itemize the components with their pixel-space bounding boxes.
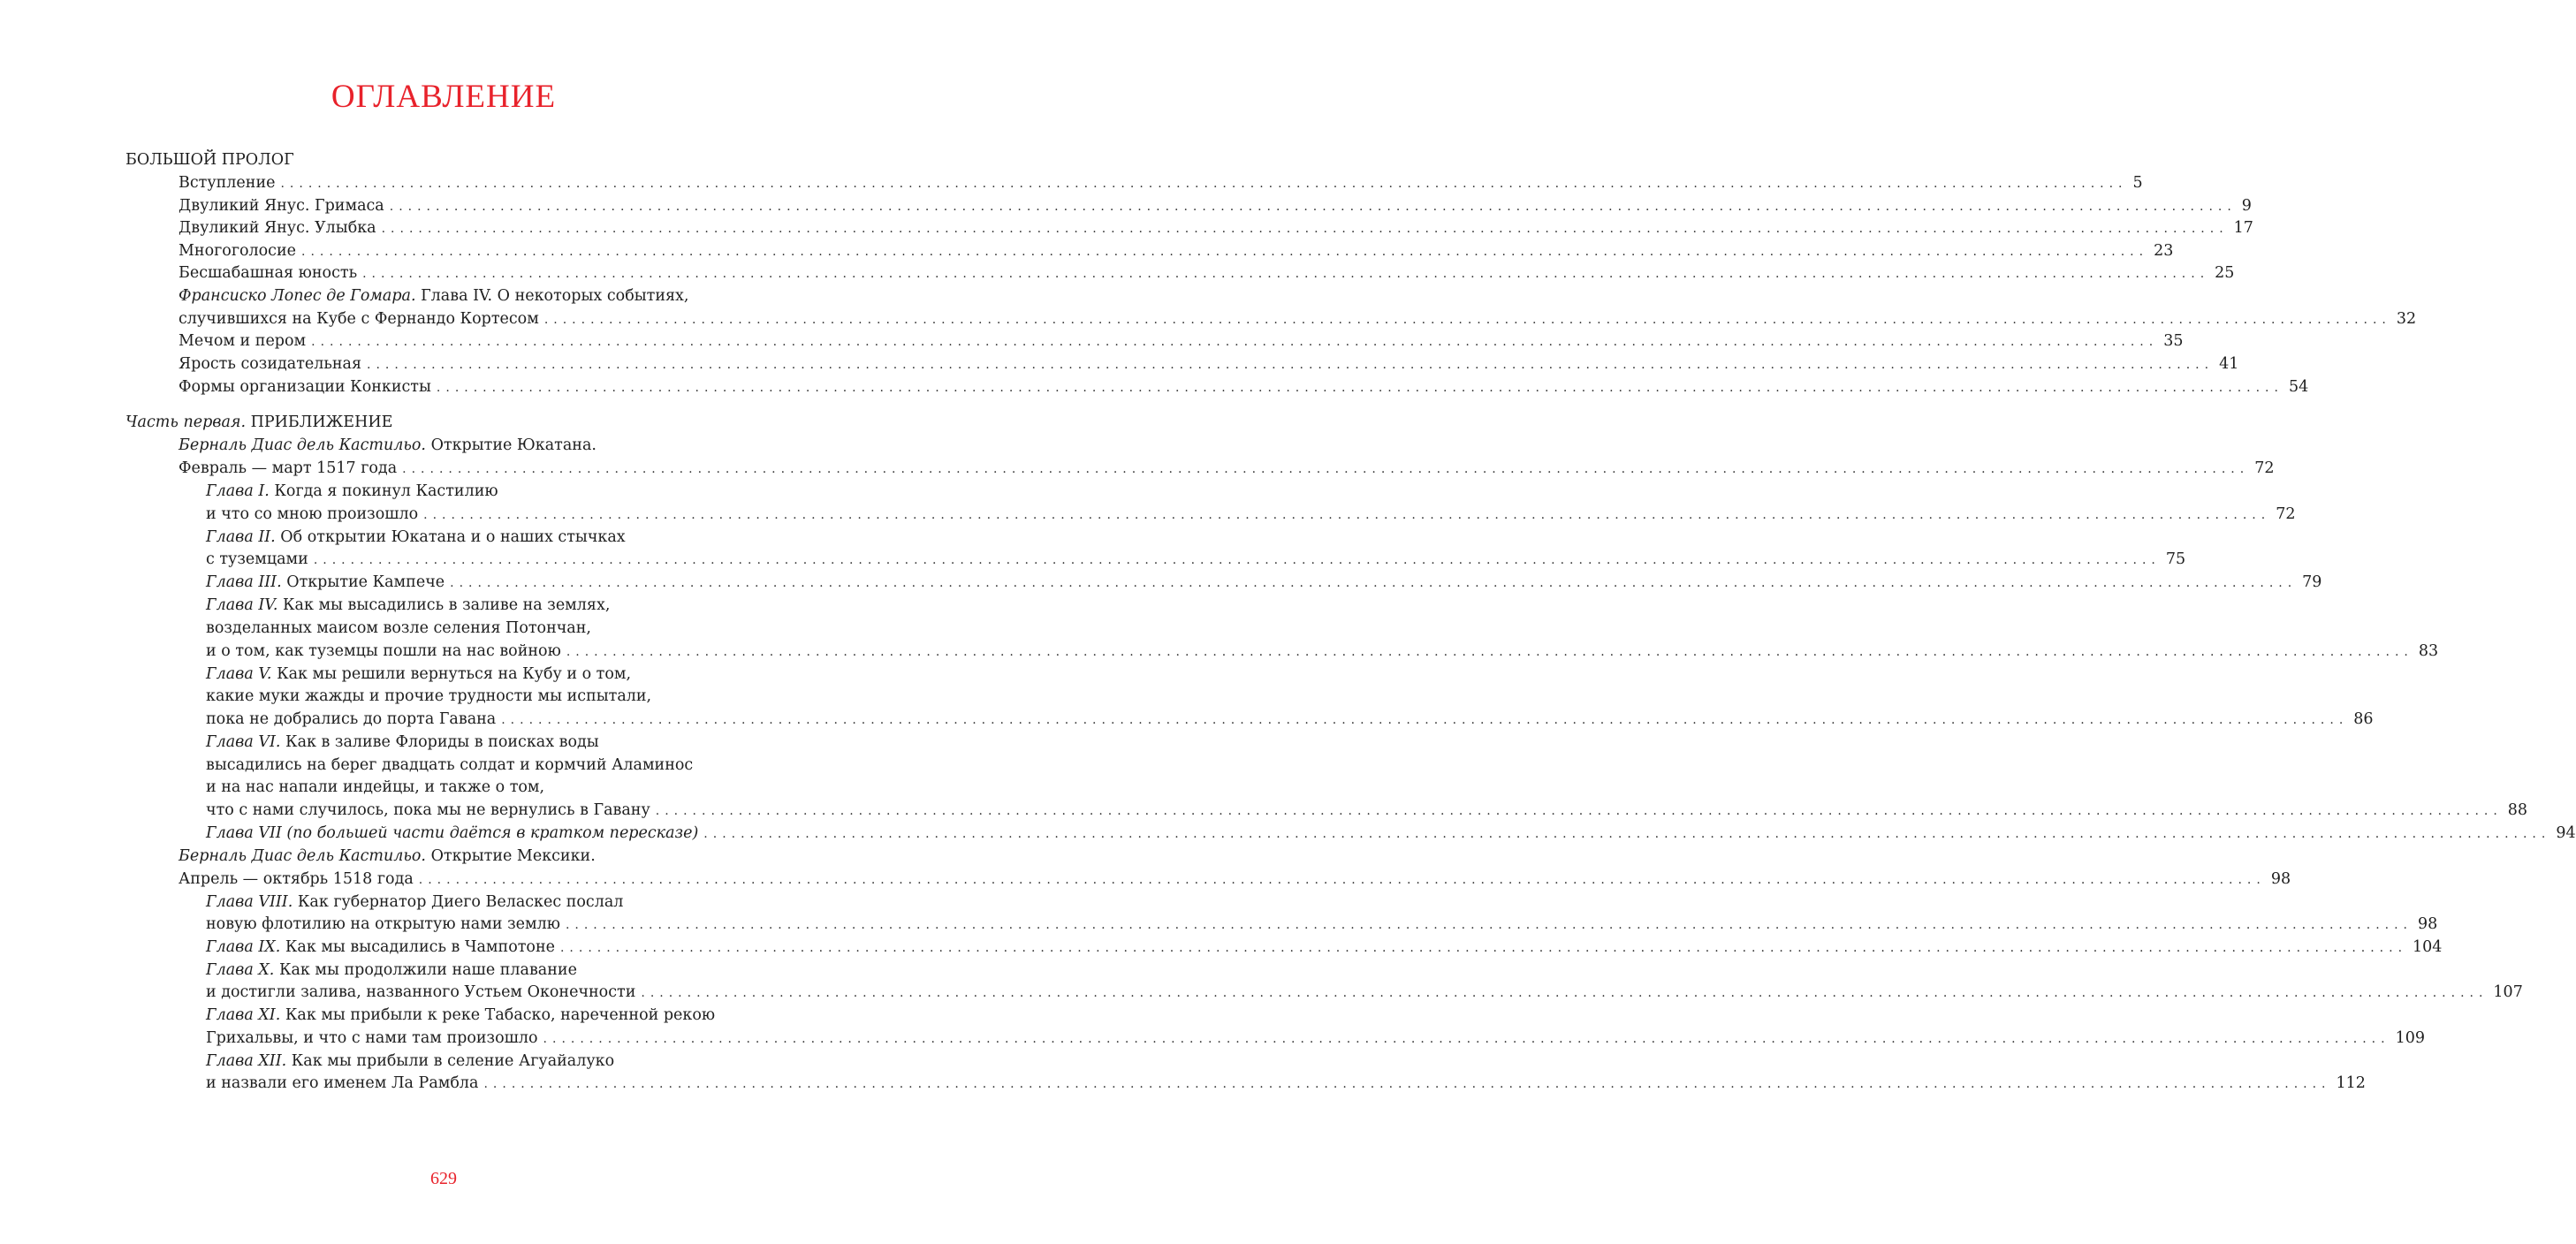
chapter-line[interactable]: [206, 1005, 715, 1027]
chapter-label: Глава XI.: [206, 1006, 281, 1024]
group-heading: [179, 846, 596, 868]
entry-title: [206, 572, 445, 594]
entry-page: 98: [2418, 915, 2438, 933]
entry-title: Формы организации Конкисты: [179, 378, 431, 396]
toc-entry[interactable]: [179, 217, 2253, 239]
entry-title: что с нами случилось, пока мы не вернулись в Гавану: [206, 801, 650, 819]
entry-page: 32: [2396, 310, 2417, 328]
group-title: Открытие Мексики.: [426, 847, 596, 865]
chapter-title: Как губернатор Диего Веласкес послал: [293, 893, 624, 911]
entry-title: и назвали его именем Ла Рамбла: [206, 1074, 479, 1092]
entry-title: Вступление: [179, 174, 276, 192]
entry-page: 5: [2132, 174, 2143, 192]
dot-leader: ........................................................................................................................................................................................................: [418, 873, 2266, 887]
entry-title: Многоголосие: [179, 242, 297, 260]
entry-title: и достигли залива, названного Устьем Оконечности: [206, 983, 636, 1001]
entry-page: 23: [2154, 242, 2174, 260]
toc-entry[interactable]: [206, 800, 2528, 822]
toc-entry[interactable]: [179, 353, 2239, 375]
entry-title: [206, 937, 555, 959]
chapter-label: Глава VII (по большей части даётся в кратком пересказе): [206, 824, 699, 842]
toc-entry[interactable]: [206, 823, 2576, 845]
entry-title: и что со мною произошло: [206, 505, 419, 523]
entry-page: 83: [2418, 642, 2439, 660]
entry-title: Ярость созидательная: [179, 355, 362, 373]
entry-page: 72: [2254, 459, 2275, 477]
chapter-label: Глава VI.: [206, 733, 281, 751]
chapter-label: Глава XII.: [206, 1052, 287, 1070]
entry-title: Бесшабашная юность: [179, 264, 358, 282]
toc-entry-line[interactable]: [179, 285, 688, 307]
toc-entry[interactable]: [179, 458, 2275, 480]
entry-title: случившихся на Кубе с Фернандо Кортесом: [179, 310, 539, 328]
entry-page: 107: [2493, 983, 2523, 1001]
chapter-line[interactable]: и на нас напали индейцы, и также о том,: [206, 778, 545, 796]
dot-leader: ........................................................................................................................................................................................................: [641, 986, 2489, 1000]
dot-leader: ........................................................................................................................................................................................................: [450, 576, 2298, 590]
entry-page: 54: [2288, 378, 2309, 396]
entry-page: 94: [2556, 824, 2576, 842]
toc-entry[interactable]: [206, 549, 2186, 571]
chapter-line[interactable]: [206, 1051, 614, 1073]
chapter-title: Об открытии Юкатана и о наших стычках: [275, 528, 626, 546]
chapter-line[interactable]: [206, 960, 577, 982]
entry-title: с туземцами: [206, 550, 308, 568]
chapter-label: Глава V.: [206, 665, 272, 683]
chapter-title: Когда я покинул Кастилию: [269, 482, 498, 500]
entry-author: Франсиско Лопес де Гомара.: [179, 287, 416, 305]
chapter-line[interactable]: возделанных маисом возле селения Потончан,: [206, 619, 591, 637]
entry-page: 17: [2233, 219, 2253, 237]
chapter-label: Глава III.: [206, 573, 282, 591]
dot-leader: ........................................................................................................................................................................................................: [301, 245, 2149, 259]
toc-entry[interactable]: [206, 914, 2438, 936]
part-title: ПРИБЛИЖЕНИЕ: [246, 413, 393, 431]
chapter-title: Как мы продолжили наше плавание: [274, 961, 577, 979]
chapter-title: Открытие Кампече: [281, 573, 445, 591]
dot-leader: ........................................................................................................................................................................................................: [501, 713, 2349, 727]
chapter-label: Глава I.: [206, 482, 270, 500]
chapter-line[interactable]: [206, 527, 626, 549]
chapter-title: Как в заливе Флориды в поисках воды: [280, 733, 599, 751]
dot-leader: ........................................................................................................................................................................................................: [362, 267, 2210, 281]
entry-title: Двуликий Янус. Гримаса: [179, 197, 384, 215]
toc-entry[interactable]: [179, 240, 2174, 262]
chapter-line[interactable]: [206, 891, 623, 914]
entry-title: Апрель — октябрь 1518 года: [179, 870, 414, 888]
dot-leader: ........................................................................................................................................................................................................: [367, 358, 2215, 372]
entry-title: новую флотилию на открытую нами землю: [206, 915, 560, 933]
chapter-line[interactable]: [206, 481, 498, 503]
toc-entry[interactable]: [206, 504, 2296, 526]
entry-page: 25: [2215, 264, 2235, 282]
group-heading: [179, 435, 597, 457]
toc-entry[interactable]: [179, 172, 2143, 194]
chapter-title: Как мы прибыли к реке Табаско, нареченной рекою: [280, 1006, 716, 1024]
dot-leader: ........................................................................................................................................................................................................: [436, 381, 2283, 395]
dot-leader: ........................................................................................................................................................................................................: [280, 177, 2128, 191]
dot-leader: ........................................................................................................................................................................................................: [559, 941, 2408, 955]
dot-leader: ........................................................................................................................................................................................................: [543, 313, 2391, 327]
entry-page: 75: [2165, 550, 2186, 568]
toc-entry[interactable]: [179, 195, 2252, 217]
group-author: Берналь Диас дель Кастильо.: [179, 436, 426, 454]
group-author: Берналь Диас дель Кастильо.: [179, 847, 426, 865]
chapter-title: Как мы решили вернуться на Кубу и о том,: [271, 665, 632, 683]
entry-title: пока не добрались до порта Гавана: [206, 710, 497, 728]
section-heading: [125, 412, 392, 434]
chapter-label: Глава IX.: [206, 938, 281, 956]
chapter-title: Как мы высадились в заливе на землях,: [277, 596, 611, 614]
dot-leader: ........................................................................................................................................................................................................: [313, 553, 2161, 567]
dot-leader: ........................................................................................................................................................................................................: [655, 804, 2503, 818]
entry-title: Двуликий Янус. Улыбка: [179, 219, 376, 237]
chapter-line[interactable]: [206, 664, 631, 686]
chapter-title: Как мы прибыли в селение Агуайалуко: [286, 1052, 615, 1070]
chapter-label: Глава VIII.: [206, 893, 293, 911]
entry-title: Глава IV. О некоторых событиях,: [415, 287, 689, 305]
toc-entry[interactable]: [206, 1073, 2366, 1095]
entry-page: 112: [2336, 1074, 2366, 1092]
entry-page: 88: [2507, 801, 2528, 819]
toc-entry[interactable]: [206, 1028, 2425, 1050]
entry-title: Грихальвы, и что с нами там произошло: [206, 1029, 538, 1047]
toc-entry[interactable]: [206, 572, 2322, 594]
toc-entry[interactable]: [179, 376, 2309, 398]
entry-page: 104: [2413, 938, 2443, 956]
dot-leader: ........................................................................................................................................................................................................: [389, 200, 2237, 214]
entry-page: 79: [2302, 573, 2322, 591]
chapter-line[interactable]: высадились на берег двадцать солдат и кормчий Аламинос: [206, 756, 694, 774]
chapter-title: Как мы высадились в Чампотоне: [280, 938, 555, 956]
entry-page: 98: [2270, 870, 2291, 888]
page-number: 629: [430, 1169, 457, 1188]
section-heading: БОЛЬШОЙ ПРОЛОГ: [125, 151, 294, 169]
entry-page: 109: [2395, 1029, 2425, 1047]
chapter-label: Глава IV.: [206, 596, 278, 614]
entry-page: 86: [2353, 710, 2374, 728]
dot-leader: ........................................................................................................................................................................................................: [543, 1032, 2390, 1046]
entry-page: 72: [2276, 505, 2296, 523]
dot-leader: ........................................................................................................................................................................................................: [381, 222, 2229, 236]
entry-page: 35: [2163, 332, 2184, 350]
chapter-line[interactable]: какие муки жажды и прочие трудности мы испытали,: [206, 687, 652, 705]
group-title: Открытие Юкатана.: [426, 436, 597, 454]
entry-title: Февраль — март 1517 года: [179, 459, 398, 477]
entry-title: Мечом и пером: [179, 332, 307, 350]
dot-leader: ........................................................................................................................................................................................................: [423, 508, 2271, 522]
entry-title: и о том, как туземцы пошли на нас войною: [206, 642, 561, 660]
entry-page: 9: [2241, 197, 2252, 215]
chapter-label: Глава II.: [206, 528, 276, 546]
chapter-line[interactable]: [206, 595, 610, 617]
dot-leader: ........................................................................................................................................................................................................: [565, 918, 2413, 932]
dot-leader: ........................................................................................................................................................................................................: [402, 462, 2250, 476]
toc-entry[interactable]: [179, 308, 2417, 330]
chapter-label: Глава X.: [206, 961, 275, 979]
page-title: ОГЛАВЛЕНИЕ: [331, 79, 557, 115]
toc-entry[interactable]: [206, 982, 2523, 1004]
toc-entry[interactable]: [179, 869, 2291, 891]
toc-entry[interactable]: [206, 937, 2443, 959]
part-label: Часть первая.: [125, 413, 247, 431]
toc-entry[interactable]: [179, 330, 2184, 353]
toc-entry[interactable]: [206, 641, 2439, 663]
toc-entry[interactable]: [179, 262, 2235, 284]
chapter-line[interactable]: [206, 732, 599, 754]
entry-page: 41: [2219, 355, 2239, 373]
dot-leader: ........................................................................................................................................................................................................: [566, 645, 2413, 659]
dot-leader: ........................................................................................................................................................................................................: [703, 827, 2551, 841]
toc-entry[interactable]: [206, 709, 2374, 731]
dot-leader: ........................................................................................................................................................................................................: [311, 335, 2159, 349]
dot-leader: ........................................................................................................................................................................................................: [483, 1077, 2331, 1091]
